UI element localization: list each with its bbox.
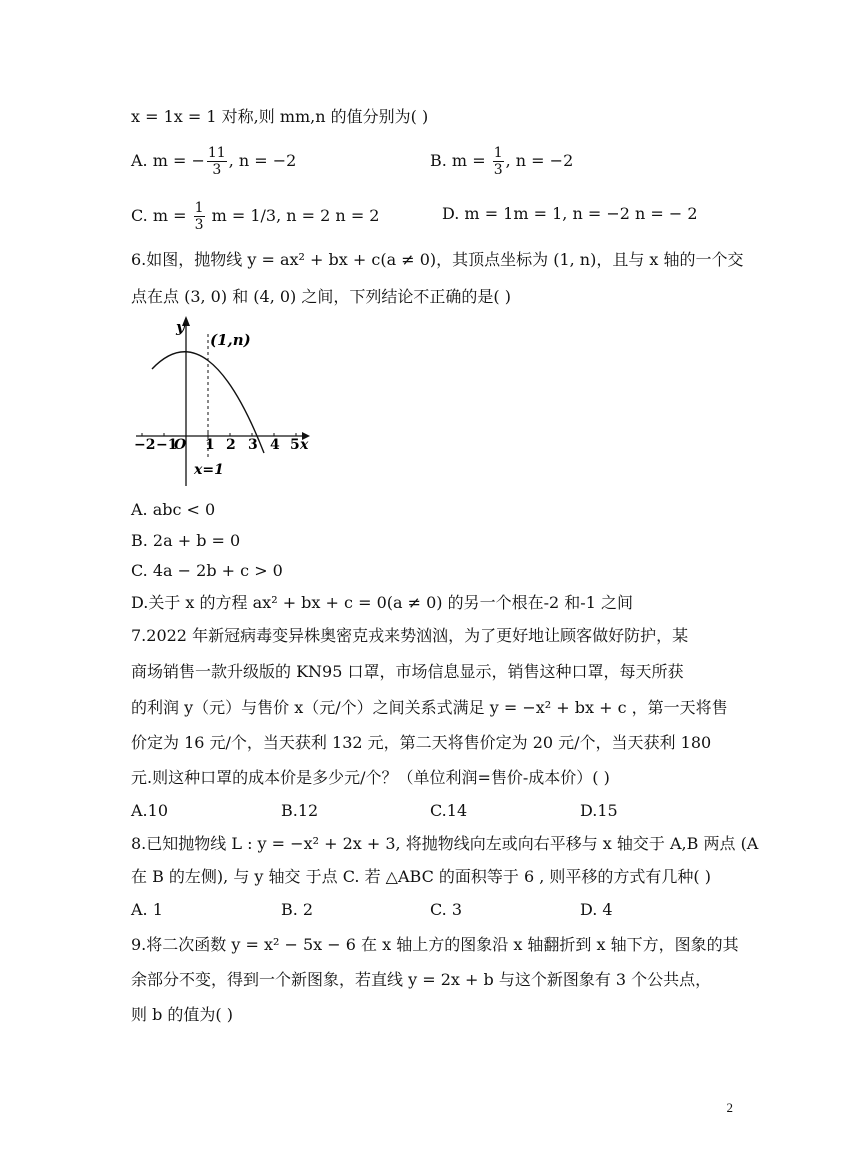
q6-option-d: D.关于 x 的方程 ax² + bx + c = 0(a ≠ 0) 的另一个根在-2 和-1 之间 [131,593,633,612]
q7-text-line1: 7.2022 年新冠病毒变异株奥密克戎来势汹汹，为了更好地让顾客做好防护，某 [131,626,689,645]
q9-text-line3: 则 b 的值为( ) [131,1005,233,1024]
q7-text-line5: 元.则这种口罩的成本价是多少元/个？（单位利润=售价-成本价）( ) [131,768,610,787]
q7-option-b: B.12 [281,801,319,820]
x-label: x [300,437,309,453]
origin-label: O [174,437,187,453]
q7-text-line2: 商场销售一款升级版的 KN95 口罩，市场信息显示，销售这种口罩，每天所获 [131,662,684,681]
vertex-label: (1,n) [210,331,251,349]
q5-text: x = 1x = 1 对称,则 mm,n 的值分别为( ) [131,107,429,126]
fraction: $\frac{11}{3}$ [207,145,226,178]
tick-label: −1 [156,437,178,453]
q5-option-c: C. m = $\frac{1}{3}$ m = 1/3, n = 2 n = 2 [131,200,380,233]
tick-label: 4 [270,437,280,453]
q8-text-line1: 8.已知抛物线 L : y = −x² + 2x + 3, 将抛物线向左或向右平移与 x 轴交于 A,B 两点 (A [131,834,759,853]
q6-text-line1: 6.如图，抛物线 y = ax² + bx + c(a ≠ 0)，其顶点坐标为 (1, n)，且与 x 轴的一个交 [131,250,744,269]
q8-text-line2: 在 B 的左侧), 与 y 轴交 于点 C. 若 △ABC 的面积等于 6 , 则平移的方式有几种( ) [131,867,711,886]
tick-label: 2 [226,437,236,453]
tick-label: 5 [290,437,300,453]
q8-option-a: A. 1 [131,900,163,919]
y-label: y [176,318,185,336]
q8-option-c: C. 3 [430,900,463,919]
q5-option-b: B. m = $\frac{1}{3}$ , n = −2 [430,145,574,178]
q8-option-b: B. 2 [281,900,314,919]
q8-option-d: D. 4 [580,900,613,919]
tick-label: 3 [248,437,258,453]
fraction: $\frac{1}{3}$ [194,200,204,233]
q9-text-line1: 9.将二次函数 y = x² − 5x − 6 在 x 轴上方的图象沿 x 轴翻折到 x 轴下方，图象的其 [131,935,739,954]
q6-option-a: A. abc < 0 [131,500,216,519]
q6-option-b: B. 2a + b = 0 [131,531,241,550]
q9-text-line2: 余部分不变，得到一个新图象，若直线 y = 2x + b 与这个新图象有 3 个公共点， [131,970,712,989]
page-number: 2 [726,1100,733,1115]
q5-option-d: D. m = 1m = 1, n = −2 n = − 2 [442,204,698,223]
tick-label: 1 [205,437,215,453]
q7-option-d: D.15 [580,801,618,820]
q7-text-line3: 的利润 y（元）与售价 x（元/个）之间关系式满足 y = −x² + bx + c ，第一天将售 [131,698,728,717]
q6-option-c: C. 4a − 2b + c > 0 [131,561,283,580]
q5-option-a: A. m = − $\frac{11}{3}$ , n = −2 [131,145,297,178]
fraction: $\frac{1}{3}$ [493,145,503,178]
axis-equation-label: x=1 [194,462,224,478]
q7-option-a: A.10 [131,801,168,820]
q6-text-line2: 点在点 (3, 0) 和 (4, 0) 之间，下列结论不正确的是( ) [131,287,511,306]
tick-label: −2 [134,437,156,453]
q7-option-c: C.14 [430,801,468,820]
q7-text-line4: 价定为 16 元/个，当天获利 132 元，第二天将售价定为 20 元/个，当天获利 180 [131,733,712,752]
parabola-graph [132,312,312,488]
